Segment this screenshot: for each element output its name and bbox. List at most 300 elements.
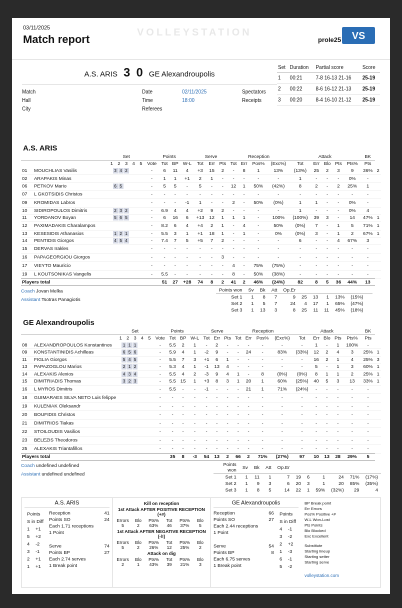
player-stat: -: [221, 246, 224, 252]
player-stat: -: [159, 429, 161, 435]
player-stat: -: [281, 342, 284, 348]
sets-cell-duration: 00:21: [289, 73, 315, 84]
total-stat: 66: [233, 453, 243, 460]
legend-item: BP Break point: [304, 501, 332, 506]
players-total-label: Players total: [21, 453, 153, 460]
sets-cell-set: 3: [277, 95, 289, 106]
player-number: 07: [22, 191, 28, 197]
player-stat: -: [171, 437, 174, 443]
player-stat: 1: [242, 230, 246, 237]
player-stat: 1: [261, 386, 264, 392]
rotation-points-label: Points: [27, 511, 41, 517]
player-stat: 15: [209, 167, 215, 174]
set-positions: [108, 167, 145, 174]
player-stat: -: [182, 429, 184, 435]
set-position-cell: [129, 254, 134, 260]
set-positions: [108, 183, 145, 190]
points-won-header: [347, 462, 363, 474]
sets-cell-duration: 00:22: [289, 84, 315, 95]
points-won-cell: 4: [304, 301, 307, 307]
rotation-diff: +1: [35, 564, 41, 570]
points-won-cell: 14: [284, 487, 290, 493]
player-stat: -: [337, 412, 339, 418]
player-stat: -: [261, 412, 264, 418]
meta-spectators-label: Spectators: [242, 89, 266, 95]
player-row: [21, 394, 381, 403]
player-stat: -: [261, 395, 264, 401]
points-won-header: Att: [268, 287, 280, 294]
player-stat: -: [159, 420, 161, 426]
player-row: [21, 253, 381, 262]
player-stat: -: [199, 263, 202, 269]
player-number: 18: [22, 395, 28, 401]
stat-col-header: Tot: [298, 335, 306, 341]
points-won-header: [310, 287, 321, 294]
player-stat: 4: [173, 207, 177, 214]
set-position-cell: [144, 420, 149, 426]
player-stat: -: [367, 429, 369, 435]
set-position-cell: 4: [125, 238, 128, 244]
player-stat: -: [326, 200, 329, 206]
set-position-cell: [118, 222, 123, 228]
stat-group-header: Serve: [194, 154, 228, 161]
points-won-cell: 8: [262, 294, 266, 300]
away-reception-value: 66: [268, 510, 274, 516]
rotation-number: 3: [27, 549, 30, 555]
points-won-cell: (17%): [365, 474, 378, 480]
stat-col-header: 2: [126, 335, 130, 341]
sets-cell-partial: 8-4 16-10 21-12: [315, 95, 362, 106]
player-stat: 4: [366, 207, 370, 214]
sets-cell-score: 25-19: [361, 84, 380, 95]
set-position-cell: 5: [125, 215, 128, 221]
player-stat: 1: [193, 342, 197, 348]
player-stat: -: [159, 395, 161, 401]
player-name: ALEXAKIS Alexios: [34, 371, 74, 377]
kill-value: 37%: [180, 523, 190, 528]
player-stat: -: [277, 238, 280, 244]
player-stat: 8: [298, 183, 302, 190]
rotation-diff: -2: [287, 534, 293, 540]
player-stat: -: [194, 412, 196, 418]
set-position-cell: [124, 199, 129, 205]
player-stat: -: [315, 191, 318, 197]
rotation-number: 5: [279, 564, 283, 570]
set-position-cell: [127, 394, 132, 400]
set-position-cell: 2: [125, 167, 128, 173]
kill-col-header: Pts%: [148, 518, 159, 523]
player-stat: -2: [204, 349, 209, 356]
set-position-cell: 2: [122, 364, 126, 370]
player-stat: -: [261, 349, 264, 356]
sets-cell-score: 25-19: [361, 95, 380, 106]
set-position-cell: [113, 199, 118, 205]
set-position-cell: [113, 254, 118, 260]
player-stat: 50%: [273, 223, 284, 229]
points-won-cell: 22: [295, 487, 301, 493]
player-number: 17: [22, 263, 28, 269]
player-stat: -: [216, 386, 218, 392]
player-stat: -: [182, 420, 184, 426]
player-stat: -: [299, 271, 302, 277]
player-stat: 1: [314, 342, 318, 348]
player-stat: -: [315, 246, 318, 252]
player-stat: -: [337, 263, 340, 269]
player-stat: -: [326, 429, 328, 435]
stat-col-header: Pts: [224, 335, 231, 341]
stat-group-header: Reception: [233, 328, 293, 335]
set-position-cell: [129, 215, 134, 221]
watermark: VOLLEYSTATION: [137, 27, 252, 38]
set-position-cell: [144, 364, 149, 370]
set-positions: [117, 342, 153, 349]
away-rotation-summary: [211, 498, 302, 587]
player-stat: -: [315, 254, 318, 260]
player-stat: -: [351, 446, 353, 452]
player-stat: 6.9: [161, 207, 168, 214]
set-position-cell: [129, 238, 134, 244]
stat-col-header: Err: [313, 335, 320, 341]
player-stat: -: [301, 364, 303, 370]
rotation-diff: -1: [287, 556, 293, 562]
total-stat: +28: [180, 279, 193, 286]
player-stat: -: [237, 349, 239, 356]
player-stat: -: [159, 437, 161, 443]
player-stat: 2: [221, 238, 224, 244]
player-stat: 4: [185, 167, 189, 174]
player-stat: -: [281, 364, 284, 370]
player-stat: -: [199, 254, 202, 260]
player-stat: -: [261, 429, 264, 435]
player-number: 08: [22, 342, 28, 348]
player-stat: -: [326, 364, 328, 370]
player-stat: 1: [221, 215, 224, 221]
player-stat: -: [205, 437, 208, 443]
player-stat: 3: [221, 254, 224, 260]
player-stat: 1: [376, 230, 380, 237]
meta-city-label: City: [22, 106, 31, 112]
player-stat: -: [247, 446, 250, 452]
player-stat: -: [326, 271, 329, 277]
player-name: GUIMARAES SILVA NETO Luis felippe: [34, 395, 117, 401]
player-name: PAXIMADAKIS Charalampos: [34, 223, 96, 229]
player-row: [21, 349, 381, 356]
player-stat: -: [211, 271, 213, 277]
kill-col-header: Blo: [134, 540, 142, 545]
set-position-cell: [124, 184, 129, 190]
player-stat: 1: [298, 175, 302, 182]
total-stat: 29%: [343, 453, 361, 460]
rotation-diff-label: S in Diff: [279, 519, 296, 525]
player-stat: -: [315, 412, 318, 418]
player-stat: -: [351, 412, 353, 418]
player-stat: 1: [210, 175, 214, 182]
player-stat: -: [199, 191, 202, 197]
set-position-cell: 6: [114, 183, 117, 189]
points-won-cell: (15%): [350, 294, 364, 300]
player-row: [21, 371, 381, 378]
player-stat: 71%: [277, 386, 287, 392]
points-won-cell: 9: [256, 481, 260, 487]
points-won-cell: 1: [245, 474, 248, 480]
player-stat: 83%: [277, 349, 287, 356]
player-stat: 12: [209, 215, 215, 221]
player-stat: -: [237, 429, 239, 435]
player-stat: 100%: [346, 342, 359, 348]
player-stat: -: [221, 191, 224, 197]
stat-col-header: Pos%: [252, 161, 265, 167]
total-stat: (24%): [267, 279, 289, 286]
home-summary-name: A.S. ARIS: [25, 500, 110, 508]
kill-value: 12: [166, 545, 172, 550]
player-stat: -: [326, 254, 329, 260]
player-number: 15: [22, 246, 28, 252]
player-row: [21, 214, 381, 221]
player-stat: -: [232, 175, 235, 182]
player-stat: -: [171, 446, 174, 452]
player-name: ALEXANDROPOULOS Konstantinos: [34, 342, 112, 348]
player-stat: +2: [197, 207, 203, 214]
player-stat: -: [151, 238, 153, 244]
set-position-cell: [135, 175, 140, 181]
rotation-number: 2: [279, 541, 283, 547]
home-coach-label: Coach: [21, 288, 35, 294]
player-stat: 8: [215, 378, 219, 385]
player-stat: -: [226, 403, 229, 409]
player-stat: -: [216, 420, 218, 426]
set-position-cell: 4: [128, 356, 131, 362]
player-stat: 7: [210, 238, 214, 244]
set-position-cell: [127, 403, 132, 409]
player-name: PAPAZOGLOU Marios: [34, 364, 82, 370]
players-total-row: [21, 279, 381, 286]
player-stat: -: [337, 446, 339, 452]
meta-match-label: Match: [22, 89, 36, 95]
set-position-cell: 1: [128, 342, 131, 348]
player-stat: 2: [198, 175, 202, 182]
points-won-cell: (47%): [350, 301, 364, 307]
points-won-header: Op.Er: [274, 462, 292, 474]
player-stat: -: [351, 395, 353, 401]
set-position-cell: [122, 445, 127, 451]
player-stat: -: [367, 254, 369, 260]
player-stat: 3: [226, 378, 229, 385]
set-position-cell: 5: [128, 349, 131, 355]
player-stat: -: [315, 207, 318, 214]
player-number: 12: [22, 223, 28, 229]
points-won-header: [293, 462, 304, 474]
player-number: 02: [22, 175, 28, 182]
kill-value: 2: [121, 562, 124, 567]
player-stat: -: [186, 246, 188, 252]
points-won-cell: 1: [268, 474, 272, 480]
set-position-cell: [144, 386, 149, 392]
score-line: [22, 63, 277, 85]
kill-col-header: Errors: [116, 540, 129, 545]
player-stat: 24: [245, 349, 252, 356]
player-name: PAPAGEORGIOU Giorgos: [34, 254, 91, 260]
sets-cell-set: 1: [277, 73, 289, 84]
player-stat: (0%): [295, 230, 306, 237]
player-stat: -: [261, 364, 264, 370]
player-stat: -: [281, 429, 284, 435]
player-stat: -: [247, 356, 250, 363]
player-stat: -: [243, 200, 245, 206]
legend-marker: Starting setter: [304, 554, 330, 559]
set-position-cell: [127, 386, 132, 392]
player-stat: 2: [325, 349, 329, 356]
player-name: BELEZIS Theodoros: [34, 437, 78, 443]
away-footer: [21, 462, 381, 494]
set-position-cell: 6: [119, 215, 122, 221]
player-stat: -: [237, 386, 239, 392]
player-stat: -: [226, 446, 229, 452]
player-stat: 1: [376, 215, 380, 221]
rotation-row: [26, 564, 46, 571]
player-stat: -: [351, 386, 353, 392]
set-position-cell: [138, 350, 143, 356]
player-name: ALEXAKIS Triantafillos: [34, 446, 83, 452]
player-stat: -: [237, 395, 239, 401]
total-stat: 27: [170, 279, 181, 286]
player-stat: 6: [173, 223, 177, 229]
player-stat: 4: [181, 371, 185, 377]
stat-col-header: 3: [133, 335, 137, 341]
player-stat: -: [226, 429, 229, 435]
player-stat: -: [261, 356, 264, 363]
player-stat: 1: [257, 167, 260, 174]
player-stat: -: [326, 183, 329, 190]
player-stat: 1: [376, 371, 380, 377]
home-so-label: Points SO: [49, 517, 71, 523]
player-stat: -: [277, 191, 280, 197]
player-stat: 25%: [347, 183, 358, 190]
away-serve-value: 54: [268, 543, 274, 549]
total-stat: 13: [321, 453, 332, 460]
player-stat: -: [301, 403, 303, 409]
rotation-number: 4: [27, 541, 30, 547]
player-stat: -: [237, 342, 239, 348]
player-stat: 1: [336, 356, 340, 363]
player-stat: -: [326, 191, 329, 197]
stat-col-header: W-L: [182, 161, 192, 167]
kill-value: 63%: [149, 523, 159, 528]
player-stat: -: [301, 446, 303, 452]
home-sets-won: 3: [123, 66, 131, 80]
player-stat: -: [151, 246, 153, 252]
player-stat: 7: [181, 356, 185, 363]
total-stat: 35: [167, 453, 178, 460]
player-stat: -: [301, 437, 303, 443]
player-stat: -: [151, 230, 153, 237]
player-stat: -: [171, 412, 174, 418]
set-position-cell: [113, 191, 118, 197]
player-stat: -: [261, 437, 264, 443]
home-footer: [21, 287, 381, 314]
player-stat: -: [216, 446, 218, 452]
away-summary-name: GE Alexandroupolis: [214, 500, 299, 508]
stat-col-header: (Exc%): [274, 335, 290, 341]
set-position-cell: [124, 175, 129, 181]
player-stat: +5: [197, 238, 203, 244]
player-stat: -: [299, 191, 302, 197]
player-stat: -: [315, 271, 318, 277]
rotation-points-label: Points: [279, 511, 293, 517]
player-stat: -: [232, 238, 235, 244]
player-stat: -: [216, 403, 218, 409]
players-total-label: Players total: [21, 279, 145, 286]
points-won-cell: 1: [322, 474, 326, 480]
player-number: 23: [22, 437, 28, 443]
points-won-cell: (35%): [365, 481, 378, 487]
player-stat: 3: [350, 364, 354, 370]
points-won-cell: 1: [245, 487, 248, 493]
sets-cell-duration: 00:20: [289, 95, 315, 106]
set-position-cell: [113, 222, 118, 228]
set-positions: [117, 356, 153, 363]
set-position-cell: [133, 403, 138, 409]
player-row: [21, 385, 381, 394]
player-stat: 0%: [348, 207, 356, 214]
kill-value: 5: [198, 523, 202, 528]
player-stat: 8.2: [161, 223, 168, 229]
player-stat: -: [232, 230, 235, 237]
player-stat: -: [301, 342, 303, 348]
player-stat: -: [151, 191, 153, 197]
stat-group-header: Set: [117, 328, 153, 335]
away-each-rec: Each 2.44 receptions: [213, 523, 259, 529]
player-stat: -: [171, 420, 174, 426]
kill-value: 1: [136, 562, 140, 567]
points-won-cell: Set 3: [225, 487, 237, 493]
stat-col-header: Tot: [235, 335, 242, 341]
player-stat: -: [299, 246, 302, 252]
home-each-rec-sub: 1 Point: [49, 530, 64, 536]
set-position-cell: 1: [122, 342, 126, 348]
stat-col-header: Err: [313, 161, 320, 167]
report-header: [12, 18, 390, 60]
rotation-diff: -1: [35, 549, 40, 555]
kill-negative-title: 1st Attack AFTER NEGATIVE RECEPTION (-/!): [117, 529, 206, 539]
meta-referees-label: Referees: [142, 106, 163, 112]
points-won-cell: 11: [324, 307, 330, 313]
player-row: [21, 342, 381, 349]
stat-col-header: 2: [117, 161, 121, 167]
player-row: [21, 207, 381, 214]
total-stat: 51: [159, 279, 170, 286]
player-stat: -: [211, 254, 213, 260]
kill-value: 43%: [149, 562, 159, 567]
player-name: BOUFIDIS Christos: [34, 412, 76, 418]
player-stat: -: [216, 437, 218, 443]
set-position-cell: [138, 403, 143, 409]
kill-col-header: Pts%: [179, 557, 190, 562]
set-positions: [108, 214, 145, 221]
rotation-diff: -1: [287, 526, 293, 532]
player-stat: +3: [197, 167, 203, 174]
player-stat: 6: [215, 356, 219, 363]
player-stat: -: [367, 175, 369, 182]
home-reception-label: Reception: [49, 510, 71, 516]
player-stat: -: [326, 175, 329, 182]
kill-col-header: Errors: [116, 518, 129, 523]
player-stat: -: [367, 342, 369, 348]
total-stat: 5: [361, 453, 375, 460]
player-stat: 1: [198, 200, 202, 206]
player-stat: -: [337, 246, 340, 252]
player-stat: -: [205, 403, 208, 409]
total-stat: 54: [201, 453, 211, 460]
